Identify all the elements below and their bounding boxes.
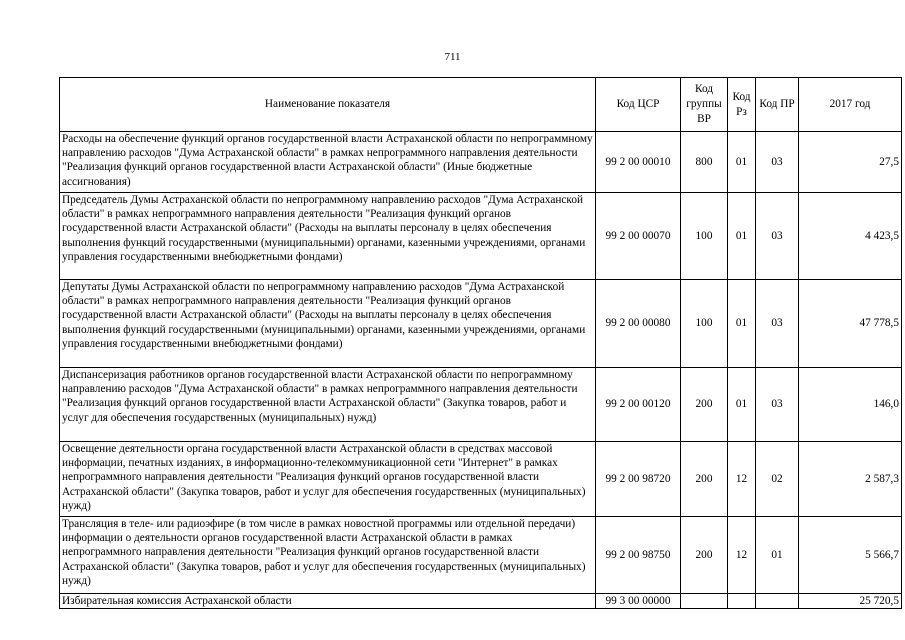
row-csr-code: 99 2 00 98720 (596, 442, 681, 517)
header-csr-code: Код ЦСР (596, 78, 681, 132)
row-group-code: 200 (681, 442, 728, 517)
row-rz-code: 12 (728, 517, 756, 594)
header-year: 2017 год (799, 78, 902, 132)
row-rz-code: 01 (728, 368, 756, 442)
row-csr-code: 99 2 00 00080 (596, 280, 681, 368)
row-amount: 146,0 (799, 368, 902, 442)
table-row (60, 280, 902, 368)
row-group-code (681, 594, 728, 609)
budget-table (59, 77, 902, 609)
table-header-row (60, 78, 902, 132)
row-rz-code: 01 (728, 193, 756, 280)
row-name: Председатель Думы Астраханской области по непрограммному направлению расходов "Дума Астраханской области" в рамках непрограммного направления деятельности "Реализация функций органов государственной власти Астраханской области" (Расходы на выплаты персоналу в целях обеспечения выполнения функций государственными (муниципальными) органами, казенными учреждениями, органами управления государственными внебюджетными фондами) (60, 193, 596, 280)
table-row (60, 193, 902, 280)
row-amount: 4 423,5 (799, 193, 902, 280)
row-rz-code (728, 594, 756, 609)
row-name: Освещение деятельности органа государственной власти Астраханской области в средствах массовой информации, печатных изданиях, в информационно-телекоммуникационной сети "Интернет" в рамках непрограммного направления деятельности "Реализация функций органов государственной власти Астраханской области" (Закупка товаров, работ и услуг для обеспечения государственных (муниципальных) нужд) (60, 442, 596, 517)
table-row (60, 132, 902, 193)
header-rz-code: Код Рз (728, 78, 756, 132)
row-group-code: 800 (681, 132, 728, 193)
row-pr-code: 02 (756, 442, 799, 517)
row-name: Трансляция в теле- или радиоэфире (в том числе в рамках новостной программы или отдельной передачи) информации о деятельности органов государственной власти Астраханской области в рамках непрограммного направления деятельности "Реализация функций органов государственной власти Астраханской области" (Закупка товаров, работ и услуг для обеспечения государственных (муниципальных) нужд) (60, 517, 596, 594)
row-csr-code: 99 2 00 00120 (596, 368, 681, 442)
row-csr-code: 99 2 00 00010 (596, 132, 681, 193)
table-row (60, 594, 902, 609)
row-amount: 27,5 (799, 132, 902, 193)
table-row (60, 368, 902, 442)
row-amount: 5 566,7 (799, 517, 902, 594)
table-row (60, 442, 902, 517)
row-rz-code: 01 (728, 280, 756, 368)
row-amount: 47 778,5 (799, 280, 902, 368)
row-name: Избирательная комиссия Астраханской области (60, 594, 596, 609)
row-rz-code: 01 (728, 132, 756, 193)
row-csr-code: 99 3 00 00000 (596, 594, 681, 609)
row-rz-code: 12 (728, 442, 756, 517)
row-amount: 25 720,5 (799, 594, 902, 609)
row-group-code: 200 (681, 368, 728, 442)
row-group-code: 100 (681, 280, 728, 368)
table-row (60, 517, 902, 594)
row-pr-code: 03 (756, 368, 799, 442)
row-name: Расходы на обеспечение функций органов государственной власти Астраханской области по непрограммному направлению расходов "Дума Астраханской области" в рамках непрограммного направления деятельности "Реализация функций органов государственной власти Астраханской области" (Иные бюджетные ассигнования) (60, 132, 596, 193)
header-name: Наименование показателя (60, 78, 596, 132)
row-amount: 2 587,3 (799, 442, 902, 517)
header-group-code: Код группы ВР (681, 78, 728, 132)
row-pr-code: 03 (756, 132, 799, 193)
row-pr-code: 01 (756, 517, 799, 594)
row-name: Депутаты Думы Астраханской области по непрограммному направлению расходов "Дума Астраханской области" в рамках непрограммного направления деятельности "Реализация функций органов государственной власти Астраханской области" (Расходы на выплаты персоналу в целях обеспечения выполнения функций государственными (муниципальными) органами, казенными учреждениями, органами управления государственными внебюджетными фондами) (60, 280, 596, 368)
row-group-code: 100 (681, 193, 728, 280)
row-pr-code: 03 (756, 280, 799, 368)
row-csr-code: 99 2 00 98750 (596, 517, 681, 594)
row-csr-code: 99 2 00 00070 (596, 193, 681, 280)
row-pr-code (756, 594, 799, 609)
row-group-code: 200 (681, 517, 728, 594)
page-number: 711 (444, 51, 461, 63)
header-pr-code: Код ПР (756, 78, 799, 132)
row-pr-code: 03 (756, 193, 799, 280)
row-name: Диспансеризация работников органов государственной власти Астраханской области по непрограммному направлению расходов "Дума Астраханской области" в рамках непрограммного направления деятельности "Реализация функций органов государственной власти Астраханской области" (Закупка товаров, работ и услуг для обеспечения государственных (муниципальных) нужд) (60, 368, 596, 442)
